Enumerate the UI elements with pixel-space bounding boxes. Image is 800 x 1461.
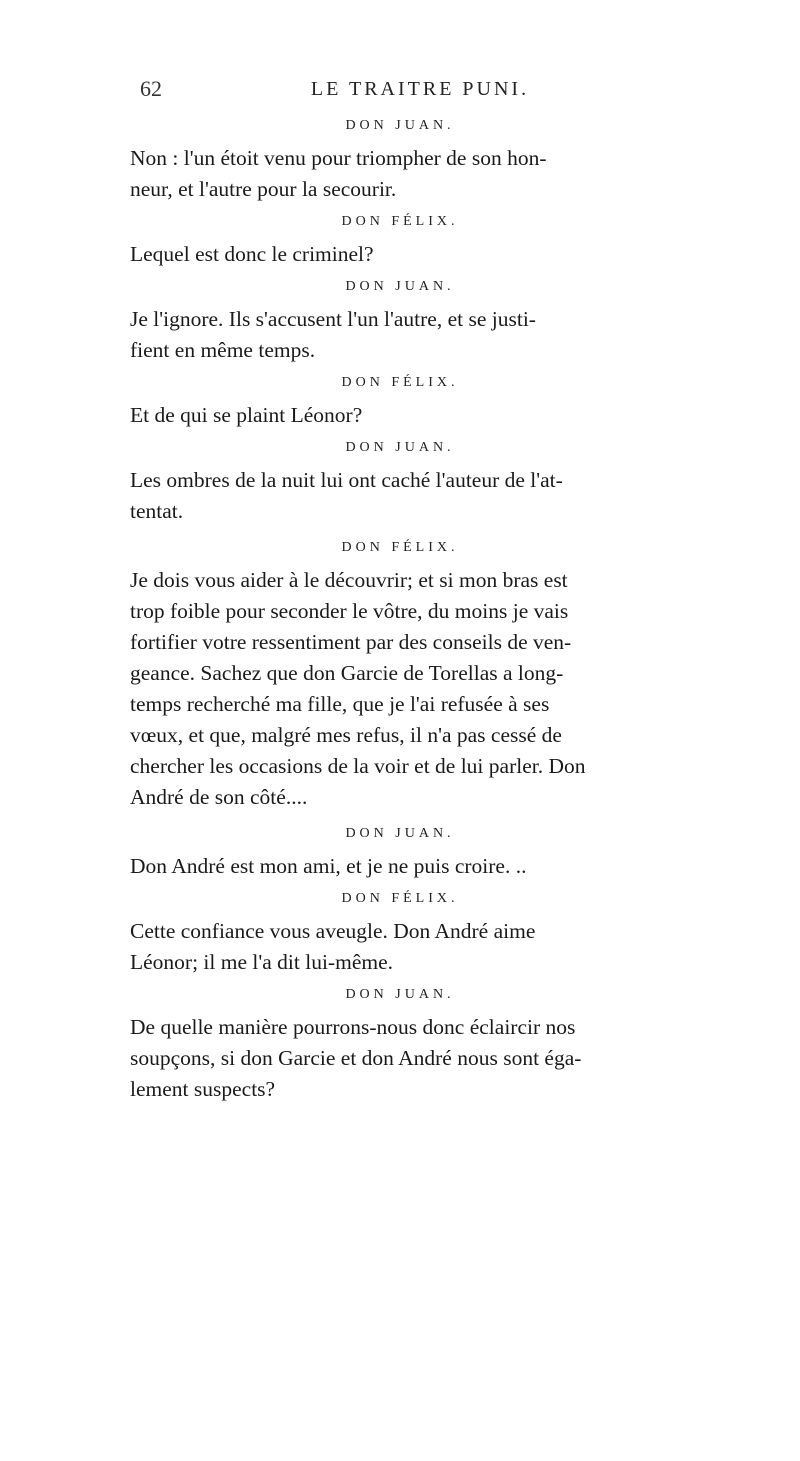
speech-line: André de son côté.... — [130, 785, 308, 809]
speech-line: lement suspects? — [130, 1077, 276, 1101]
dialogue-entry — [130, 278, 670, 366]
dialogue-entry — [130, 117, 670, 205]
speaker-name: DON JUAN. — [345, 118, 455, 133]
speech-line: fient en même temps. — [130, 338, 316, 362]
speaker-name: DON JUAN. — [345, 440, 455, 455]
speech-line: temps recherché ma fille, que je l'ai refusée à ses — [130, 692, 550, 716]
speech-line: geance. Sachez que don Garcie de Torellas a long- — [130, 661, 564, 685]
speaker-name: DON FÉLIX. — [341, 540, 459, 555]
dialogue-entry — [130, 539, 670, 813]
speech-line: chercher les occasions de la voir et de lui parler. Don — [130, 754, 586, 778]
speech-line: tentat. — [130, 499, 184, 523]
speech-line: vœux, et que, malgré mes refus, il n'a pas cessé de — [130, 723, 562, 747]
speech-line: Les ombres de la nuit lui ont caché l'auteur de l'at- — [130, 468, 563, 492]
dialogue-entry — [130, 374, 670, 431]
speech-line: De quelle manière pourrons-nous donc éclaircir nos — [130, 1015, 576, 1039]
speaker-name: DON FÉLIX. — [341, 891, 459, 906]
dialogue-entry — [130, 439, 670, 527]
speaker-name: DON JUAN. — [345, 279, 455, 294]
speech-line: Et de qui se plaint Léonor? — [130, 403, 363, 427]
dialogue-text — [130, 117, 670, 1113]
page-number: 62 — [140, 76, 162, 101]
speech-line: Léonor; il me l'a dit lui-même. — [130, 950, 393, 974]
running-title: LE TRAITRE PUNI. — [310, 78, 530, 100]
dialogue-entry — [130, 825, 670, 882]
speech-line: Lequel est donc le criminel? — [130, 242, 374, 266]
speech-line: trop foible pour seconder le vôtre, du moins je vais — [130, 599, 569, 623]
speech-line: Don André est mon ami, et je ne puis croire. .. — [130, 854, 527, 878]
speech-line: neur, et l'autre pour la secourir. — [130, 177, 397, 201]
dialogue-entry — [130, 213, 670, 270]
dialogue-entry — [130, 986, 670, 1105]
speaker-name: DON FÉLIX. — [341, 375, 459, 390]
page-header — [140, 76, 700, 110]
speaker-name: DON JUAN. — [345, 987, 455, 1002]
speech-line: Cette confiance vous aveugle. Don André aime — [130, 919, 536, 943]
speech-line: Je l'ignore. Ils s'accusent l'un l'autre, et se justi- — [130, 307, 536, 331]
speech-line: fortifier votre ressentiment par des conseils de ven- — [130, 630, 572, 654]
speaker-name: DON JUAN. — [345, 826, 455, 841]
dialogue-entry — [130, 890, 670, 978]
speech-line: Je dois vous aider à le découvrir; et si mon bras est — [130, 568, 568, 592]
speaker-name: DON FÉLIX. — [341, 214, 459, 229]
speech-line: soupçons, si don Garcie et don André nous sont éga- — [130, 1046, 582, 1070]
speech-line: Non : l'un étoit venu pour triompher de son hon- — [130, 146, 547, 170]
